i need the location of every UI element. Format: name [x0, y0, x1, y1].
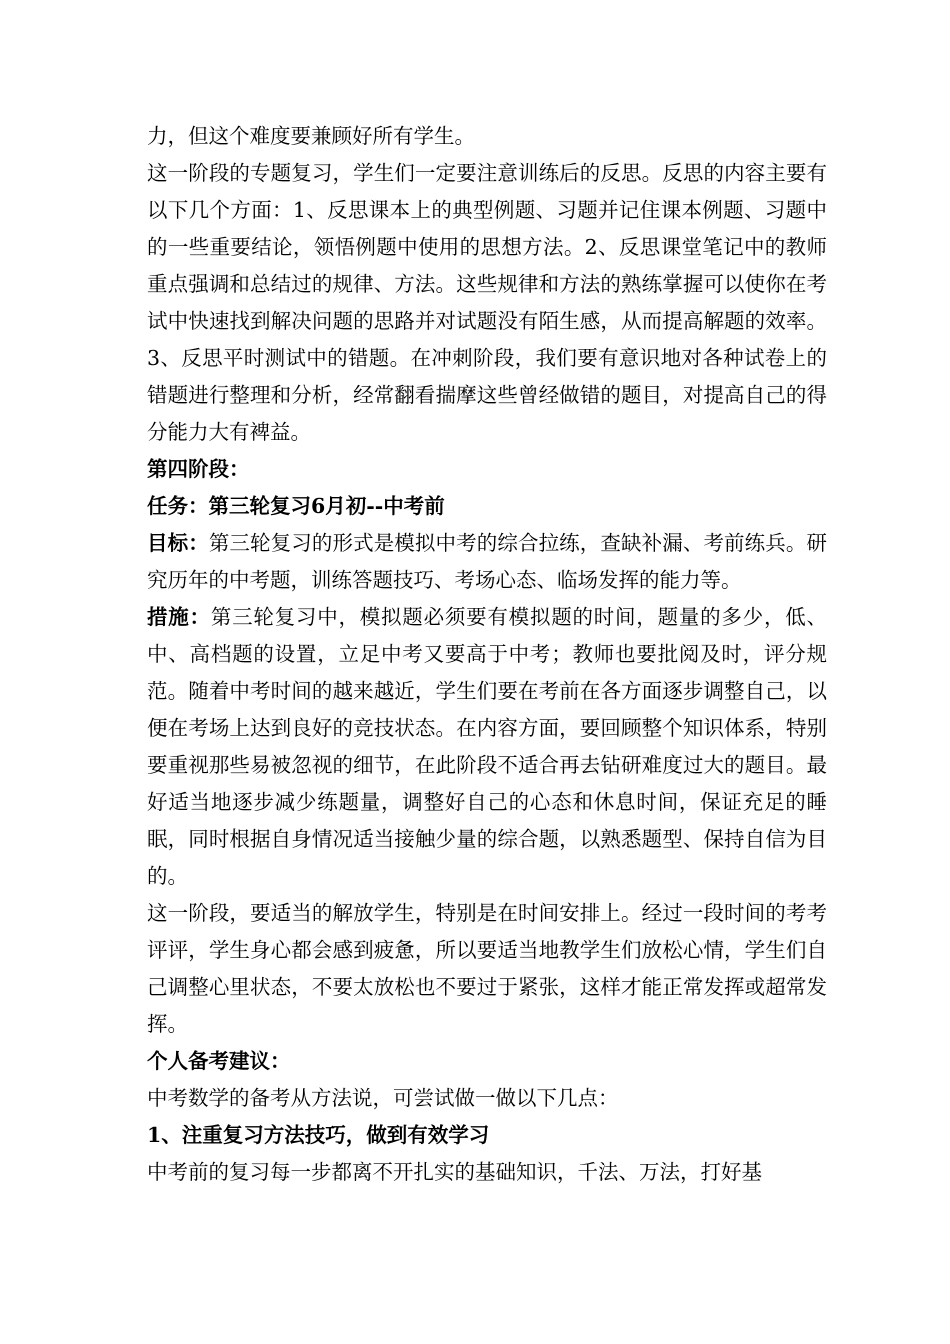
- paragraph-reflection: 这一阶段的专题复习，学生们一定要注意训练后的反思。反思的内容主要有以下几个方面：1、反思课本上的典型例题、习题并记住课本例题、习题中的一些重要结论，领悟例题中使用的思想方法。2、反思课堂笔记中的教师重点强调和总结过的规律、方法。这些规律和方法的熟练掌握可以使你在考试中快速找到解决问题的思路并对试题没有陌生感，从而提高解题的效率。3、反思平时测试中的错题。在冲刺阶段，我们要有意识地对各种试卷上的错题进行整理和分析，经常翻看揣摩这些曾经做错的题目，对提高自己的得分能力大有裨益。: [147, 161, 827, 444]
- document-page: [147, 118, 827, 1191]
- heading-method-one: 1、注重复习方法技巧，做到有效学习: [147, 1123, 490, 1147]
- heading-stage-four: 第四阶段：: [147, 457, 250, 481]
- goal-text: 第三轮复习的形式是模拟中考的综合拉练，查缺补漏、考前练兵。研究历年的中考题，训练答题技巧、考场心态、临场发挥的能力等。: [147, 531, 827, 592]
- paragraph-measures: [147, 599, 827, 895]
- measures-label: 措施：: [147, 605, 211, 629]
- paragraph-relax: 这一阶段，要适当的解放学生，特别是在时间安排上。经过一段时间的考考评评，学生身心都会感到疲惫，所以要适当地教学生们放松心情，学生们自己调整心里状态，不要太放松也不要过于紧张，这样才能正常发挥或超常发挥。: [147, 901, 827, 1036]
- paragraph-continuation: 力，但这个难度要兼顾好所有学生。: [147, 124, 475, 148]
- paragraph-foundation: 中考前的复习每一步都离不开扎实的基础知识，千法、万法，打好基: [147, 1160, 762, 1184]
- goal-label: 目标：: [147, 531, 209, 555]
- measures-text: 第三轮复习中，模拟题必须要有模拟题的时间，题量的多少，低、中、高档题的设置，立足中考又要高于中考；教师也要批阅及时，评分规范。随着中考时间的越来越近，学生们要在考前在各方面逐步调整自己，以便在考场上达到良好的竞技状态。在内容方面，要回顾整个知识体系，特别要重视那些易被忽视的细节，在此阶段不适合再去钻研难度过大的题目。最好适当地逐步减少练题量，调整好自己的心态和休息时间，保证充足的睡眠，同时根据自身情况适当接触少量的综合题，以熟悉题型、保持自信为目的。: [147, 605, 828, 888]
- paragraph-goal: [147, 525, 827, 599]
- paragraph-method-intro: 中考数学的备考从方法说，可尝试做一做以下几点：: [147, 1086, 619, 1110]
- heading-personal-advice: 个人备考建议：: [147, 1049, 291, 1073]
- heading-task: 任务：第三轮复习6月初--中考前: [147, 494, 445, 518]
